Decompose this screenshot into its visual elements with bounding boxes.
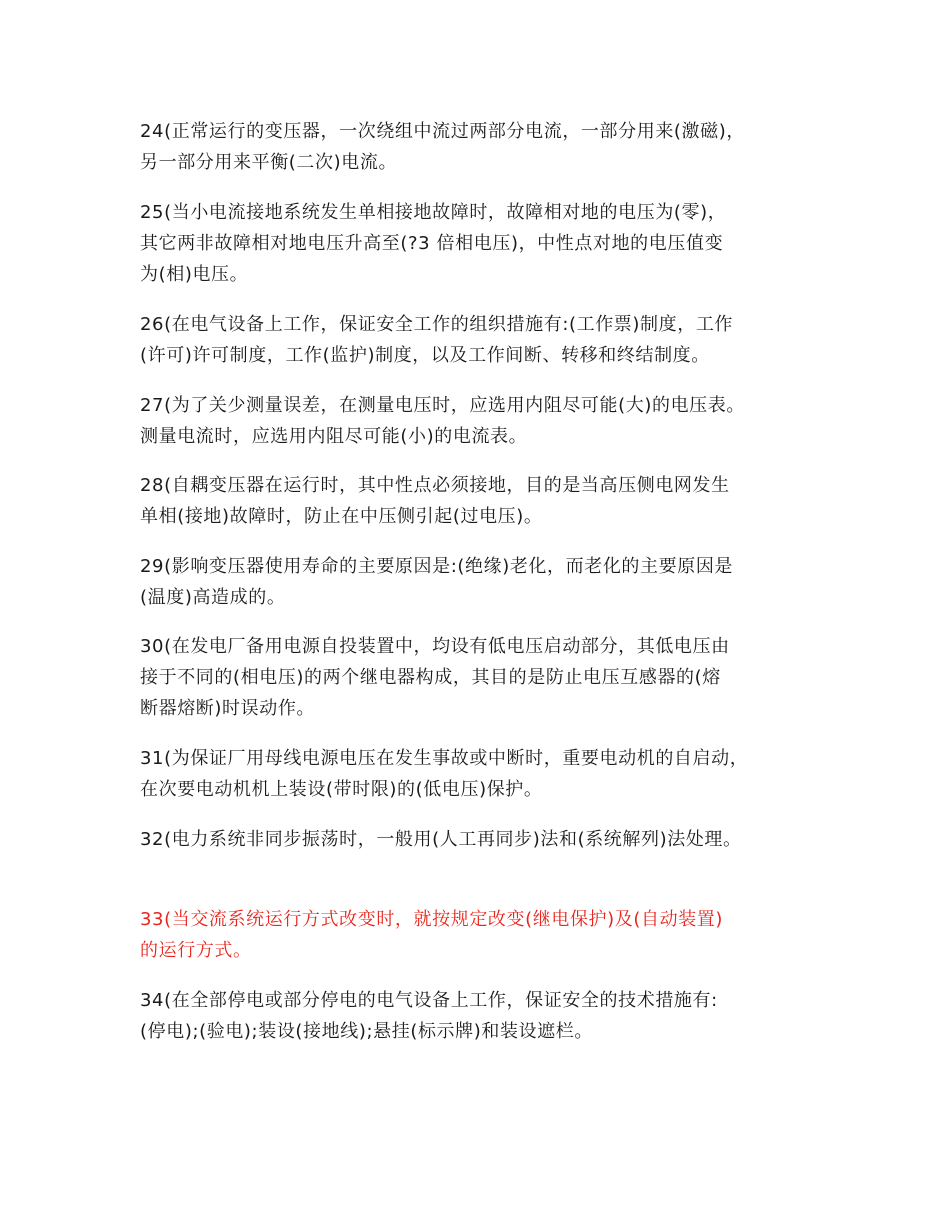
paragraph-line: 的运行方式。 xyxy=(140,940,252,961)
paragraph-line: 接于不同的(相电压)的两个继电器构成，其目的是防止电压互感器的(熔 xyxy=(140,667,721,688)
paragraph-line: 31(为保证厂用母线电源电压在发生事故或中断时，重要电动机的自启动， xyxy=(140,748,749,769)
paragraph-line: 28(自耦变压器在运行时，其中性点必须接地，目的是当高压侧电网发生 xyxy=(140,475,730,496)
paragraph-line: 24(正常运行的变压器，一次绕组中流过两部分电流，一部分用来(激磁)， xyxy=(140,121,745,142)
paragraph-33-highlighted xyxy=(140,904,830,966)
paragraph-26 xyxy=(140,309,830,371)
paragraph-line: 在次要电动机机上装设(带时限)的(低电压)保护。 xyxy=(140,779,543,800)
paragraph-32 xyxy=(140,824,830,855)
paragraph-line: 断器熔断)时误动作。 xyxy=(140,698,316,719)
paragraph-line: 29(影响变压器使用寿命的主要原因是:(绝缘)老化，而老化的主要原因是 xyxy=(140,556,734,577)
paragraph-line: 其它两非故障相对地电压升高至(?3 倍相电压)，中性点对地的电压值变 xyxy=(140,233,724,254)
paragraph-31 xyxy=(140,743,830,805)
paragraph-25 xyxy=(140,197,830,290)
paragraph-30 xyxy=(140,631,830,724)
paragraph-line: 27(为了关少测量误差，在测量电压时，应选用内阻尽可能(大)的电压表。 xyxy=(140,395,745,416)
paragraph-line: 26(在电气设备上工作，保证安全工作的组织措施有:(工作票)制度，工作 xyxy=(140,314,734,335)
paragraph-34 xyxy=(140,985,830,1047)
paragraph-line: 另一部分用来平衡(二次)电流。 xyxy=(140,152,398,173)
paragraph-line: 单相(接地)故障时，防止在中压侧引起(过电压)。 xyxy=(140,506,543,527)
paragraph-line: 32(电力系统非同步振荡时，一般用(人工再同步)法和(系统解列)法处理。 xyxy=(140,829,742,850)
paragraph-line: 34(在全部停电或部分停电的电气设备上工作，保证安全的技术措施有: xyxy=(140,990,718,1011)
paragraph-line: (温度)高造成的。 xyxy=(140,587,286,608)
paragraph-line: 为(相)电压。 xyxy=(140,264,249,285)
paragraph-line: 33(当交流系统运行方式改变时，就按规定改变(继电保护)及(自动装置) xyxy=(140,909,724,930)
paragraph-line: 25(当小电流接地系统发生单相接地故障时，故障相对地的电压为(零)， xyxy=(140,202,727,223)
paragraph-line: (许可)许可制度，工作(监护)制度，以及工作间断、转移和终结制度。 xyxy=(140,345,710,366)
paragraph-27 xyxy=(140,390,830,452)
paragraph-line: 30(在发电厂备用电源自投装置中，均设有低电压启动部分，其低电压由 xyxy=(140,636,730,657)
paragraph-line: 测量电流时，应选用内阻尽可能(小)的电流表。 xyxy=(140,426,528,447)
paragraph-28 xyxy=(140,470,830,532)
paragraph-line: (停电);(验电);装设(接地线);悬挂(标示牌)和装设遮栏。 xyxy=(140,1021,593,1042)
paragraph-24 xyxy=(140,116,830,178)
paragraph-29 xyxy=(140,551,830,613)
